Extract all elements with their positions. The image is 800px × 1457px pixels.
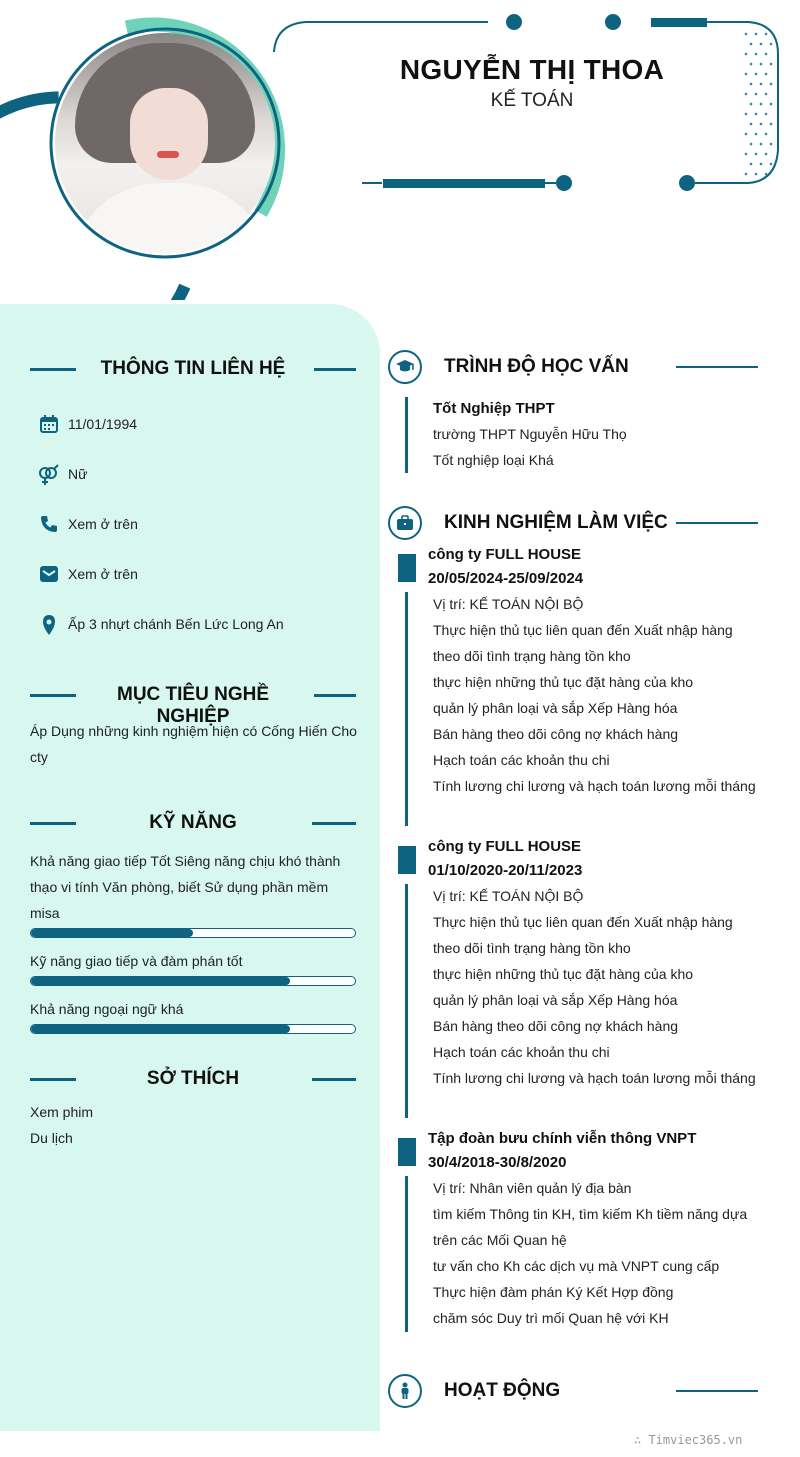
job-detail: Tính lương chi lương và hạch toán lương mỗi tháng bbox=[433, 1070, 756, 1086]
section-rule bbox=[30, 1078, 76, 1081]
job-detail: thực hiện những thủ tục đặt hàng của kho bbox=[433, 674, 694, 690]
objective-line: Áp Dụng những kinh nghiệm hiện có Cống Hiến Cho bbox=[30, 723, 357, 739]
location-pin-icon bbox=[38, 614, 60, 641]
skill-text: misa bbox=[30, 905, 60, 921]
candidate-position: KẾ TOÁN bbox=[490, 90, 574, 111]
job-detail: quản lý phân loại và sắp Xếp Hàng hóa bbox=[433, 700, 678, 716]
timeline-line bbox=[405, 397, 408, 473]
job-detail: tư vấn cho Kh các dịch vụ mà VNPT cung cấp bbox=[433, 1258, 720, 1274]
job-detail: Thực hiện thủ tục liên quan đến Xuất nhập hàng bbox=[433, 622, 733, 638]
section-rule bbox=[676, 1390, 758, 1392]
job-detail: theo dõi tình trạng hàng tồn kho bbox=[433, 648, 631, 664]
contact-title: THÔNG TIN LIÊN HỆ bbox=[100, 358, 286, 379]
job-company: công ty FULL HOUSE bbox=[428, 546, 582, 563]
phone-icon bbox=[38, 514, 60, 539]
education-school: trường THPT Nguyễn Hữu Thọ bbox=[433, 426, 627, 442]
experience-title: KINH NGHIỆM LÀM VIỆC bbox=[444, 512, 668, 533]
dot-pattern bbox=[745, 33, 773, 176]
contact-gender: Nữ bbox=[68, 466, 88, 482]
job-detail: Hạch toán các khoản thu chi bbox=[433, 1044, 610, 1060]
skill-text: thạo vi tính Văn phòng, biết Sử dụng phần mềm bbox=[30, 879, 329, 895]
job-detail: Thực hiện thủ tục liên quan đến Xuất nhập hàng bbox=[433, 914, 733, 930]
timeline-marker bbox=[398, 846, 416, 874]
watermark: ∴ Timviec365.vn bbox=[634, 1433, 743, 1447]
calendar-icon bbox=[38, 414, 60, 439]
job-detail: Bán hàng theo dõi công nợ khách hàng bbox=[433, 1018, 679, 1034]
job-detail: Hạch toán các khoản thu chi bbox=[433, 752, 610, 768]
email-icon bbox=[38, 564, 60, 589]
hobby-item: Xem phim bbox=[30, 1104, 94, 1120]
section-rule bbox=[312, 1078, 356, 1081]
section-rule bbox=[30, 694, 76, 697]
job-detail: Vị trí: Nhân viên quản lý địa bàn bbox=[433, 1180, 632, 1196]
graduation-cap-icon bbox=[388, 350, 422, 384]
skill-text: Khả năng ngoại ngữ khá bbox=[30, 1001, 184, 1017]
job-detail: tìm kiếm Thông tin KH, tìm kiếm Kh tiềm năng dựa bbox=[433, 1206, 748, 1222]
contact-address: Ấp 3 nhựt chánh Bến Lức Long An bbox=[68, 616, 284, 632]
job-period: 01/10/2020-20/11/2023 bbox=[428, 862, 583, 879]
section-rule bbox=[314, 694, 356, 697]
skill-level-bar bbox=[30, 976, 356, 986]
job-detail: theo dõi tình trạng hàng tồn kho bbox=[433, 940, 631, 956]
skill-text: Kỹ năng giao tiếp và đàm phán tốt bbox=[30, 953, 243, 969]
contact-birthdate: 11/01/1994 bbox=[68, 416, 138, 432]
job-detail: trên các Mối Quan hệ bbox=[433, 1232, 567, 1248]
gender-icon bbox=[37, 464, 59, 491]
job-detail: Vị trí: KẾ TOÁN NỘI BỘ bbox=[433, 888, 584, 904]
section-rule bbox=[314, 368, 356, 371]
activities-title: HOẠT ĐỘNG bbox=[444, 1380, 561, 1401]
education-title: TRÌNH ĐỘ HỌC VẤN bbox=[444, 356, 629, 377]
job-company: công ty FULL HOUSE bbox=[428, 838, 582, 855]
skill-level-bar bbox=[30, 928, 356, 938]
section-rule bbox=[30, 822, 76, 825]
job-detail: thực hiện những thủ tục đặt hàng của kho bbox=[433, 966, 694, 982]
education-degree: Tốt Nghiệp THPT bbox=[433, 400, 555, 417]
candidate-name: NGUYỄN THỊ THOA bbox=[399, 54, 665, 85]
section-rule bbox=[676, 366, 758, 368]
job-detail: Bán hàng theo dõi công nợ khách hàng bbox=[433, 726, 679, 742]
timeline-line bbox=[405, 1176, 408, 1332]
objective-line: cty bbox=[30, 749, 48, 765]
job-detail: Thực hiện đàm phán Ký Kết Hợp đồng bbox=[433, 1284, 674, 1300]
timeline-line bbox=[405, 884, 408, 1118]
briefcase-icon bbox=[388, 506, 422, 540]
skill-level-bar bbox=[30, 1024, 356, 1034]
avatar bbox=[55, 33, 275, 253]
timeline-marker bbox=[398, 554, 416, 582]
section-rule bbox=[676, 522, 758, 524]
timeline-marker bbox=[398, 1138, 416, 1166]
contact-email: Xem ở trên bbox=[68, 566, 138, 582]
objective-title: MỤC TIÊU NGHỀ NGHIỆP bbox=[117, 684, 269, 727]
contact-phone: Xem ở trên bbox=[68, 516, 138, 532]
job-detail: quản lý phân loại và sắp Xếp Hàng hóa bbox=[433, 992, 678, 1008]
education-note: Tốt nghiệp loại Khá bbox=[433, 452, 554, 468]
section-rule bbox=[30, 368, 76, 371]
person-icon bbox=[388, 1374, 422, 1408]
skills-title: KỸ NĂNG bbox=[149, 812, 237, 833]
hobby-item: Du lịch bbox=[30, 1130, 73, 1146]
job-company: Tập đoàn bưu chính viễn thông VNPT bbox=[428, 1130, 697, 1147]
job-detail: Tính lương chi lương và hạch toán lương mỗi tháng bbox=[433, 778, 756, 794]
job-period: 30/4/2018-30/8/2020 bbox=[428, 1154, 567, 1171]
section-rule bbox=[312, 822, 356, 825]
timeline-line bbox=[405, 592, 408, 826]
skill-text: Khả năng giao tiếp Tốt Siêng năng chịu khó thành bbox=[30, 853, 341, 869]
job-detail: Vị trí: KẾ TOÁN NỘI BỘ bbox=[433, 596, 584, 612]
job-period: 20/05/2024-25/09/2024 bbox=[428, 570, 584, 587]
job-detail: chăm sóc Duy trì mối Quan hệ với KH bbox=[433, 1310, 669, 1326]
hobbies-title: SỞ THÍCH bbox=[146, 1068, 240, 1089]
